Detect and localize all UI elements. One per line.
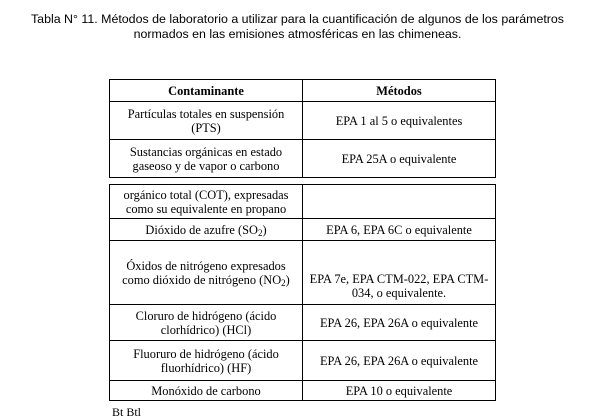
cell-metodo: EPA 26, EPA 26A o equivalente [303,305,496,341]
table-row [110,305,496,341]
cell-metodo: EPA 10 o equivalente [303,381,496,401]
cell-contaminante: Monóxido de carbono [110,381,303,401]
cell-metodo: EPA 1 al 5 o equivalentes [303,102,496,140]
header-metodos: Métodos [303,80,496,102]
cell-contaminante: Cloruro de hidrógeno (ácido clorhídrico) (HCl) [110,305,303,341]
cut-off-text-fragment: Bt Btl [112,406,142,418]
cell-contaminante: Dióxido de azufre $(SO_2)$ [110,219,303,241]
cell-metodo: EPA 7e, EPA CTM-022, EPA CTM-034, o equivalente. [303,241,496,305]
cell-contaminante: Fluoruro de hidrógeno (ácido fluorhídrico) (HF) [110,341,303,381]
table-header-row [110,80,496,102]
table-row [110,185,496,219]
table-row [110,219,496,241]
header-contaminante: Contaminante [110,80,303,102]
methods-table-part-1 [109,79,496,178]
cell-contaminante: Partículas totales en suspensión (PTS) [110,102,303,140]
table-row [110,241,496,305]
cell-contaminante: Sustancias orgánicas en estado gaseoso y de vapor o carbono [110,140,303,178]
table-row [110,341,496,381]
cell-contaminante: Óxidos de nitrógeno expresados como dióxido de nitrógeno $(NO_2)$ [110,241,303,305]
cell-contaminante: orgánico total (COT), expresadas como su equivalente en propano [110,185,303,219]
table-row [110,102,496,140]
table-row [110,140,496,178]
cell-metodo: EPA 6, EPA 6C o equivalente [303,219,496,241]
table-caption [0,12,595,42]
methods-table-part-2 [109,184,496,401]
cell-metodo [303,185,496,219]
caption-line-1: Tabla N° 11. Métodos de laboratorio a utilizar para la cuantificación de algunos de los parámetros [30,12,564,26]
table-row [110,381,496,401]
cell-metodo: EPA 26, EPA 26A o equivalente [303,341,496,381]
caption-line-2: normados en las emisiones atmosféricas en las chimeneas. [133,27,462,41]
cell-metodo: EPA 25A o equivalente [303,140,496,178]
